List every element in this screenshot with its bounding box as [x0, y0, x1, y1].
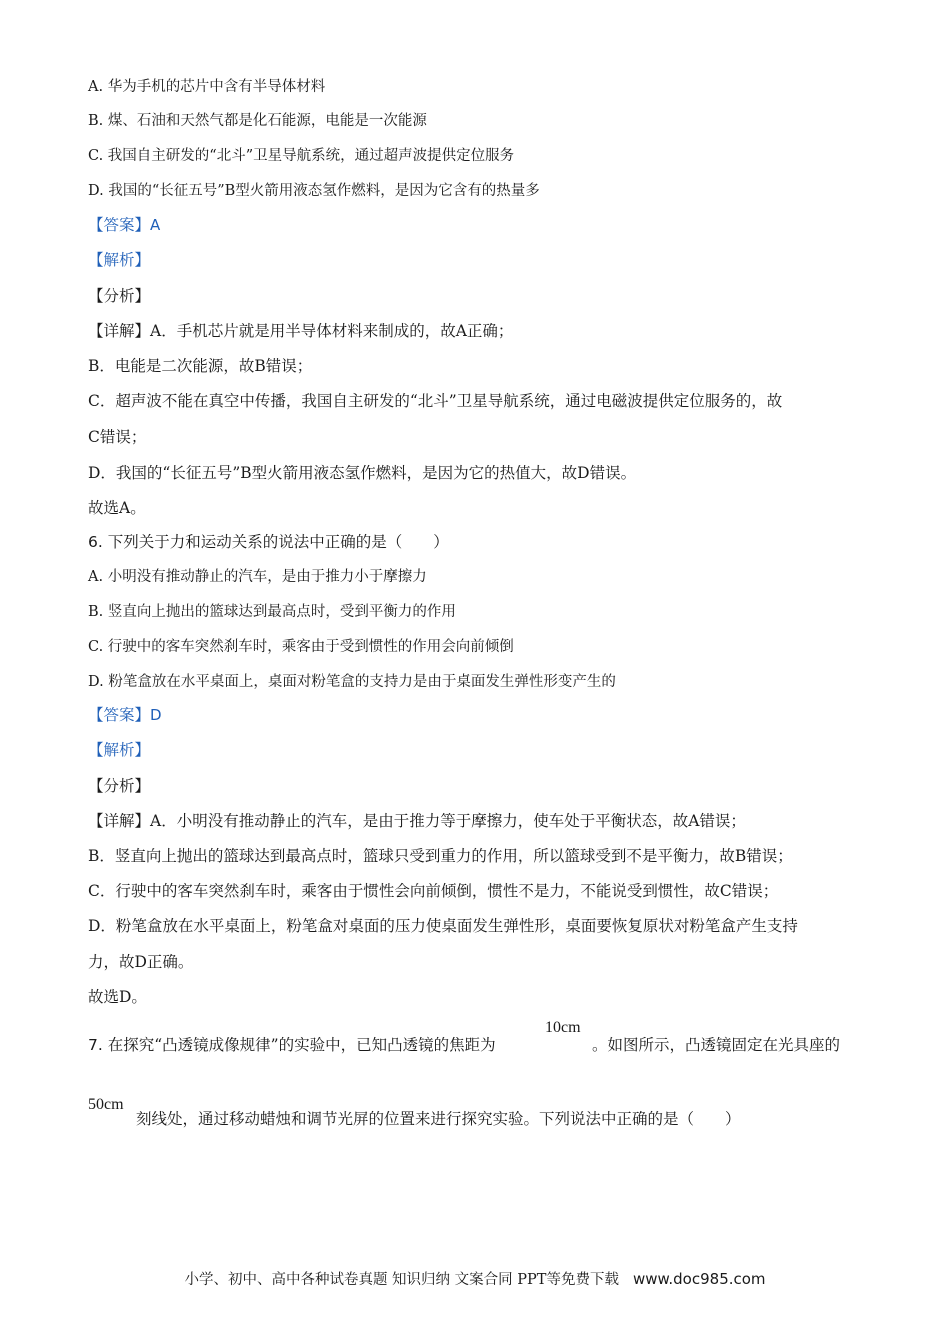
q6-option-a: A. 小明没有推动静止的汽车，是由于推力小于摩擦力	[88, 569, 427, 585]
q5-detail-line: B．电能是二次能源，故B错误；	[88, 357, 313, 375]
q5-fenxi: 【分析】	[88, 287, 151, 305]
q7-stem-line1-cont: 。如图所示，凸透镜固定在光具座的	[592, 1036, 841, 1054]
q5-analysis-tag: 【解析】	[88, 251, 151, 269]
question-number: 6.	[88, 533, 103, 551]
q6-option-c: C. 行驶中的客车突然刹车时，乘客由于受到惯性的作用会向前倾倒	[88, 639, 514, 655]
question-text: 下列关于力和运动关系的说法中正确的是（ ）	[102, 533, 449, 551]
answer-value: A	[150, 216, 161, 234]
footer-site: www.doc985.com	[632, 1270, 766, 1288]
q6-answer	[88, 704, 162, 726]
q6-detail-line: 力，故D正确。	[88, 953, 194, 971]
q6-detail-line: B．竖直向上抛出的篮球达到最高点时，篮球只受到重力的作用，所以篮球受到不是平衡力，故B错误；	[88, 847, 793, 865]
q6-option-d: D. 粉笔盒放在水平桌面上，桌面对粉笔盒的支持力是由于桌面发生弹性形变产生的	[88, 674, 616, 690]
q6-option-b: B. 竖直向上抛出的篮球达到最高点时，受到平衡力的作用	[88, 604, 456, 620]
lens-position-formula: 50cm	[88, 1096, 124, 1113]
q5-detail-line: C错误；	[88, 428, 147, 446]
q5-option-a: A. 华为手机的芯片中含有半导体材料	[88, 79, 326, 95]
footer-text: 小学、初中、高中各种试卷真题 知识归纳 文案合同 PPT等免费下载	[184, 1272, 619, 1288]
q7-stem-line2: 刻线处，通过移动蜡烛和调节光屏的位置来进行探究实验。下列说法中正确的是（ ）	[136, 1110, 741, 1128]
q6-analysis-tag: 【解析】	[88, 741, 151, 759]
page-footer	[0, 1268, 950, 1289]
q5-detail-line: 故选A。	[88, 499, 146, 517]
q5-answer	[88, 214, 160, 236]
q7-stem-line1	[88, 1034, 496, 1056]
q5-detail-line: C．超声波不能在真空中传播，我国自主研发的“北斗”卫星导航系统，通过电磁波提供定位服务的，故	[88, 392, 783, 410]
answer-tag: 【答案】	[88, 216, 151, 234]
question-number: 7.	[88, 1036, 103, 1054]
q5-detail-line: D．我国的“长征五号”B型火箭用液态氢作燃料，是因为它的热值大，故D错误。	[88, 464, 637, 482]
answer-tag: 【答案】	[88, 706, 151, 724]
q6-detail-line: C．行驶中的客车突然刹车时，乘客由于惯性会向前倾倒，惯性不是力，不能说受到惯性，故C错误；	[88, 882, 779, 900]
q5-option-d: D. 我国的“长征五号”B型火箭用液态氢作燃料，是因为它含有的热量多	[88, 183, 540, 199]
focal-length-formula: 10cm	[545, 1019, 581, 1036]
q6-detail-line: D．粉笔盒放在水平桌面上，粉笔盒对桌面的压力使桌面发生弹性形，桌面要恢复原状对粉笔盒产生支持	[88, 917, 798, 935]
q5-option-b: B. 煤、石油和天然气都是化石能源，电能是一次能源	[88, 113, 427, 129]
q5-detail-line: 【详解】A．手机芯片就是用半导体材料来制成的，故A正确；	[88, 322, 514, 340]
answer-value: D	[150, 706, 162, 724]
q6-detail-line: 【详解】A．小明没有推动静止的汽车，是由于推力等于摩擦力，使车处于平衡状态，故A错误；	[88, 812, 746, 830]
q6-stem	[88, 531, 449, 553]
q6-fenxi: 【分析】	[88, 777, 151, 795]
question-text: 在探究“凸透镜成像规律”的实验中，已知凸透镜的焦距为	[102, 1036, 496, 1054]
q5-option-c: C. 我国自主研发的“北斗”卫星导航系统，通过超声波提供定位服务	[88, 148, 515, 164]
q6-detail-line: 故选D。	[88, 988, 147, 1006]
